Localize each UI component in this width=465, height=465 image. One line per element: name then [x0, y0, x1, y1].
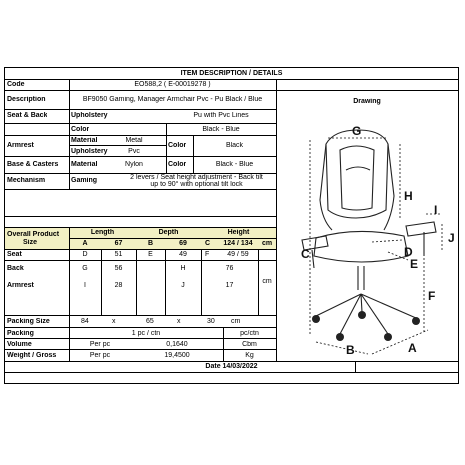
mechanism-value-line1: 2 levers / Seat height adjustment - Back tilt [130, 174, 263, 181]
rule [5, 189, 276, 190]
volume-unit: Cbm [242, 341, 257, 348]
gas-lift [358, 266, 364, 290]
depth-header: Depth [158, 229, 179, 236]
drawing-letter-a: A [408, 341, 417, 355]
right-wing [384, 144, 394, 230]
seat-back-label: Seat & Back [7, 112, 48, 119]
base-legs [316, 294, 416, 334]
armrest-upholstery-label: Upholstery [71, 148, 108, 155]
drawing-label: Drawing [353, 98, 381, 105]
rule [5, 123, 276, 124]
length-header: Length [90, 229, 115, 236]
seat-back-upholstery-value: Pu with Pvc Lines [193, 112, 249, 119]
overall-unit: cm [261, 240, 273, 247]
seat-dims-label: Seat [7, 251, 22, 258]
rule [5, 249, 276, 250]
drawing-letter-b: B [346, 343, 355, 357]
overall-b-value: 69 [179, 240, 187, 247]
mechanism-type: Gaming [71, 177, 98, 184]
drawing-letter-i: I [434, 203, 438, 217]
armrest-i-value: 28 [114, 282, 123, 289]
base-material-value: Nylon [125, 161, 143, 168]
packing-size-unit: cm [231, 318, 241, 325]
base-material-label: Material [71, 161, 98, 168]
seat-back-upholstery-label: Upholstery [71, 112, 108, 119]
armrest-material-label: Material [71, 137, 98, 144]
rule [5, 156, 276, 157]
description-value: BF9050 Gaming, Manager Armchair Pvc - Pu Black / Blue [82, 96, 263, 103]
drawing-letter-d: D [404, 245, 413, 259]
rule [5, 79, 458, 80]
chair-drawing [276, 90, 458, 361]
overall-a-letter: A [82, 240, 88, 247]
overall-c-letter: C [205, 240, 211, 247]
packing-size-x2: x [177, 318, 181, 325]
packing-size-label: Packing Size [7, 318, 50, 325]
armrest-color-value: Black [225, 142, 244, 149]
seat-back-color-label: Color [71, 126, 90, 133]
drawing-letter-g: G [352, 124, 362, 138]
dim-line-e [372, 240, 402, 242]
mechanism-label: Mechanism [7, 177, 46, 184]
description-label: Description [7, 96, 46, 103]
code-value: EO588,2 ( E-00019278 ) [134, 81, 211, 88]
item-description-sheet [4, 67, 459, 384]
seat-f-letter: F [205, 251, 210, 258]
overall-label-line2: Size [23, 239, 38, 246]
rule [69, 145, 166, 146]
caster [336, 333, 344, 341]
date-stamp: Date 14/03/2022 [205, 363, 258, 370]
back-dims-label: Back [7, 265, 24, 272]
right-armrest [406, 222, 436, 236]
rule [5, 135, 276, 136]
rule [5, 109, 276, 110]
seat-d-value: 51 [114, 251, 123, 258]
overall-a-value: 67 [114, 240, 123, 247]
armrest-color-label: Color [168, 142, 187, 149]
packing-size-height: 30 [207, 318, 215, 325]
dim-line-a [372, 330, 428, 354]
packing-unit: pc/ctn [240, 330, 259, 337]
back-unit: cm [262, 278, 272, 285]
weight-value: 19,4500 [164, 352, 190, 359]
dim-line-b [316, 342, 368, 354]
rule [5, 361, 458, 362]
mechanism-value-line2: up to 90° with optional tilt lock [150, 181, 243, 188]
drawing-letter-f: F [428, 289, 436, 303]
packing-value: 1 pc / ctn [131, 330, 161, 337]
caster [412, 317, 420, 325]
packing-size-x1: x [112, 318, 116, 325]
seat-d-letter: D [82, 251, 88, 258]
seat-f-value: 49 / 59 [227, 251, 249, 258]
rule [5, 338, 276, 339]
packing-size-length: 84 [81, 318, 89, 325]
base-label: Base & Casters [7, 161, 59, 168]
backrest-outline [326, 130, 388, 218]
weight-unit: Kg [245, 352, 254, 359]
back-h-value: 76 [225, 265, 234, 272]
rule [5, 260, 276, 261]
volume-label: Volume [7, 341, 32, 348]
chair-svg [276, 90, 458, 361]
rule [5, 216, 276, 217]
back-g-value: 56 [114, 265, 123, 272]
drawing-letter-c: C [301, 247, 310, 261]
rule [5, 372, 458, 373]
armrest-i-letter: I [84, 282, 86, 289]
seat-outline [314, 231, 408, 262]
overall-b-letter: B [147, 240, 154, 247]
seat-e-value: 49 [179, 251, 187, 258]
rule [5, 349, 276, 350]
packing-label: Packing [7, 330, 34, 337]
back-h-letter: H [180, 265, 186, 272]
weight-label: Weight / Gross [7, 352, 57, 359]
volume-per: Per pc [89, 341, 111, 348]
caster [312, 315, 320, 323]
armrest-material-value: Metal [125, 137, 143, 144]
armrest-label: Armrest [7, 142, 34, 149]
armrest-dims-label: Armrest [7, 282, 34, 289]
caster [384, 333, 392, 341]
overall-c-value: 124 / 134 [223, 240, 253, 247]
armrest-upholstery-value: Pvc [128, 148, 140, 155]
rule [5, 327, 276, 328]
base-color-value: Black - Blue [215, 161, 254, 168]
drawing-letter-j: J [448, 231, 455, 245]
sheet-title: ITEM DESCRIPTION / DETAILS [180, 70, 283, 77]
rule [5, 315, 276, 316]
packing-size-width: 65 [146, 318, 154, 325]
headrest-line [346, 167, 370, 170]
drawing-letter-h: H [404, 189, 413, 203]
base-color-label: Color [168, 161, 187, 168]
armrest-j-letter: J [181, 282, 185, 289]
seat-e-letter: E [148, 251, 153, 258]
height-header: Height [227, 229, 250, 236]
code-label: Code [7, 81, 25, 88]
armrest-j-value: 17 [225, 282, 234, 289]
weight-per: Per pc [89, 352, 111, 359]
left-arm-post [312, 250, 314, 268]
seat-back-color-value: Black - Blue [202, 126, 240, 133]
overall-label-line1: Overall Product [7, 231, 60, 238]
backrest-panel [340, 146, 374, 210]
caster [358, 311, 366, 319]
back-g-letter: G [82, 265, 88, 272]
volume-value: 0,1640 [166, 341, 188, 348]
drawing-letter-e: E [410, 257, 419, 271]
